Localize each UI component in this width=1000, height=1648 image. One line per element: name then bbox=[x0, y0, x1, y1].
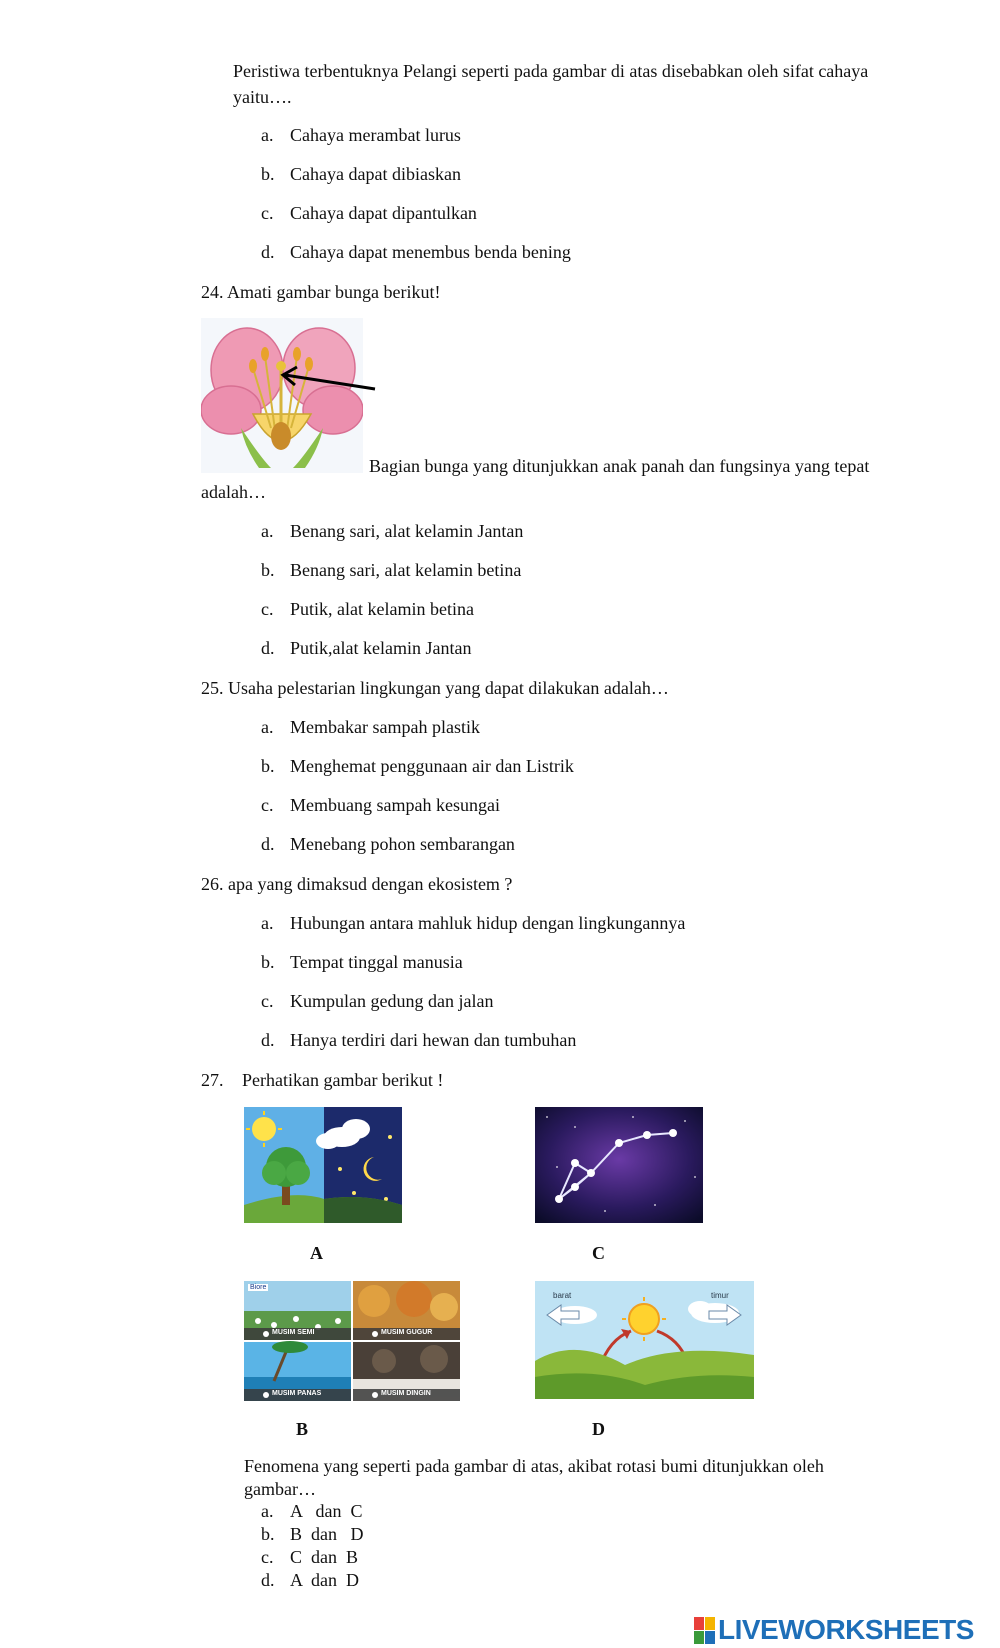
option-text: Benang sari, alat kelamin betina bbox=[290, 560, 522, 580]
option-letter: b. bbox=[261, 756, 275, 776]
season-label: MUSIM SEMI bbox=[272, 1329, 315, 1336]
option-letter: a. bbox=[261, 521, 274, 541]
image-c-constellation bbox=[535, 1107, 703, 1223]
option-letter: d. bbox=[261, 638, 275, 658]
label-a: A bbox=[310, 1243, 323, 1263]
option-text: Menebang pohon sembarangan bbox=[290, 834, 515, 854]
option-text: Benang sari, alat kelamin Jantan bbox=[290, 521, 524, 541]
option-letter: b. bbox=[261, 1524, 275, 1544]
label-c: C bbox=[592, 1243, 605, 1263]
option-text: Cahaya merambat lurus bbox=[290, 125, 461, 145]
brand-name: LIVEWORKSHEETS bbox=[718, 1614, 974, 1645]
flower-image bbox=[201, 318, 363, 473]
option-text: B dan D bbox=[290, 1524, 364, 1544]
option-text: Cahaya dapat dipantulkan bbox=[290, 203, 477, 223]
option-text: Kumpulan gedung dan jalan bbox=[290, 991, 494, 1011]
option-letter: d. bbox=[261, 834, 275, 854]
option-text: Hubungan antara mahluk hidup dengan lingkungannya bbox=[290, 913, 686, 933]
liveworksheets-logo-icon bbox=[694, 1617, 714, 1643]
option-letter: a. bbox=[261, 125, 274, 145]
season-label: MUSIM PANAS bbox=[272, 1390, 322, 1397]
option-text: Menghemat penggunaan air dan Listrik bbox=[290, 756, 574, 776]
q27-stem-line2: gambar… bbox=[244, 1479, 316, 1499]
q25-title: 25. Usaha pelestarian lingkungan yang dapat dilakukan adalah… bbox=[201, 678, 669, 698]
option-letter: b. bbox=[261, 164, 275, 184]
image-a-day-night bbox=[244, 1107, 402, 1223]
option-letter: c. bbox=[261, 1547, 274, 1567]
option-letter: b. bbox=[261, 952, 275, 972]
option-letter: c. bbox=[261, 991, 274, 1011]
label-b: B bbox=[296, 1419, 309, 1439]
option-letter: d. bbox=[261, 242, 275, 262]
option-letter: d. bbox=[261, 1570, 275, 1590]
brand-label: Biore bbox=[250, 1284, 267, 1291]
wind-label-left: barat bbox=[553, 1291, 572, 1300]
season-label: MUSIM GUGUR bbox=[381, 1329, 433, 1336]
wind-label-right: timur bbox=[711, 1291, 729, 1300]
option-text: C dan B bbox=[290, 1547, 359, 1567]
option-text: Membakar sampah plastik bbox=[290, 717, 480, 737]
option-letter: b. bbox=[261, 560, 275, 580]
label-d: D bbox=[592, 1419, 605, 1439]
option-text: Membuang sampah kesungai bbox=[290, 795, 500, 815]
option-letter: a. bbox=[261, 913, 274, 933]
q26-title: 26. apa yang dimaksud dengan ekosistem ? bbox=[201, 874, 513, 894]
q24-title: 24. Amati gambar bunga berikut! bbox=[201, 282, 441, 302]
option-text: Cahaya dapat menembus benda bening bbox=[290, 242, 571, 262]
option-text: Hanya terdiri dari hewan dan tumbuhan bbox=[290, 1030, 577, 1050]
option-text: Putik,alat kelamin Jantan bbox=[290, 638, 472, 658]
q23-stem-line2: yaitu…. bbox=[233, 87, 292, 107]
q27-stem-line1: Fenomena yang seperti pada gambar di atas, akibat rotasi bumi ditunjukkan oleh bbox=[244, 1456, 824, 1476]
liveworksheets-logo[interactable] bbox=[694, 1612, 974, 1648]
option-letter: a. bbox=[261, 717, 274, 737]
option-letter: d. bbox=[261, 1030, 275, 1050]
q23-stem-line1: Peristiwa terbentuknya Pelangi seperti pada gambar di atas disebabkan oleh sifat cahaya bbox=[233, 61, 869, 81]
option-text: Putik, alat kelamin betina bbox=[290, 599, 474, 619]
option-letter: a. bbox=[261, 1501, 274, 1521]
q27-number: 27. bbox=[201, 1070, 224, 1090]
option-letter: c. bbox=[261, 795, 274, 815]
season-label: MUSIM DINGIN bbox=[381, 1390, 431, 1397]
option-letter: c. bbox=[261, 203, 274, 223]
arrow-icon bbox=[275, 365, 380, 395]
option-text: A dan C bbox=[290, 1501, 363, 1521]
option-letter: c. bbox=[261, 599, 274, 619]
option-text: Cahaya dapat dibiaskan bbox=[290, 164, 461, 184]
image-b-seasons bbox=[244, 1281, 460, 1401]
option-text: Tempat tinggal manusia bbox=[290, 952, 463, 972]
option-text: A dan D bbox=[290, 1570, 359, 1590]
q27-title: Perhatikan gambar berikut ! bbox=[242, 1070, 444, 1090]
q24-stem-line2: adalah… bbox=[201, 482, 266, 502]
image-d-sun-path bbox=[535, 1281, 754, 1399]
q24-stem-line1: Bagian bunga yang ditunjukkan anak panah dan fungsinya yang tepat bbox=[369, 456, 870, 476]
